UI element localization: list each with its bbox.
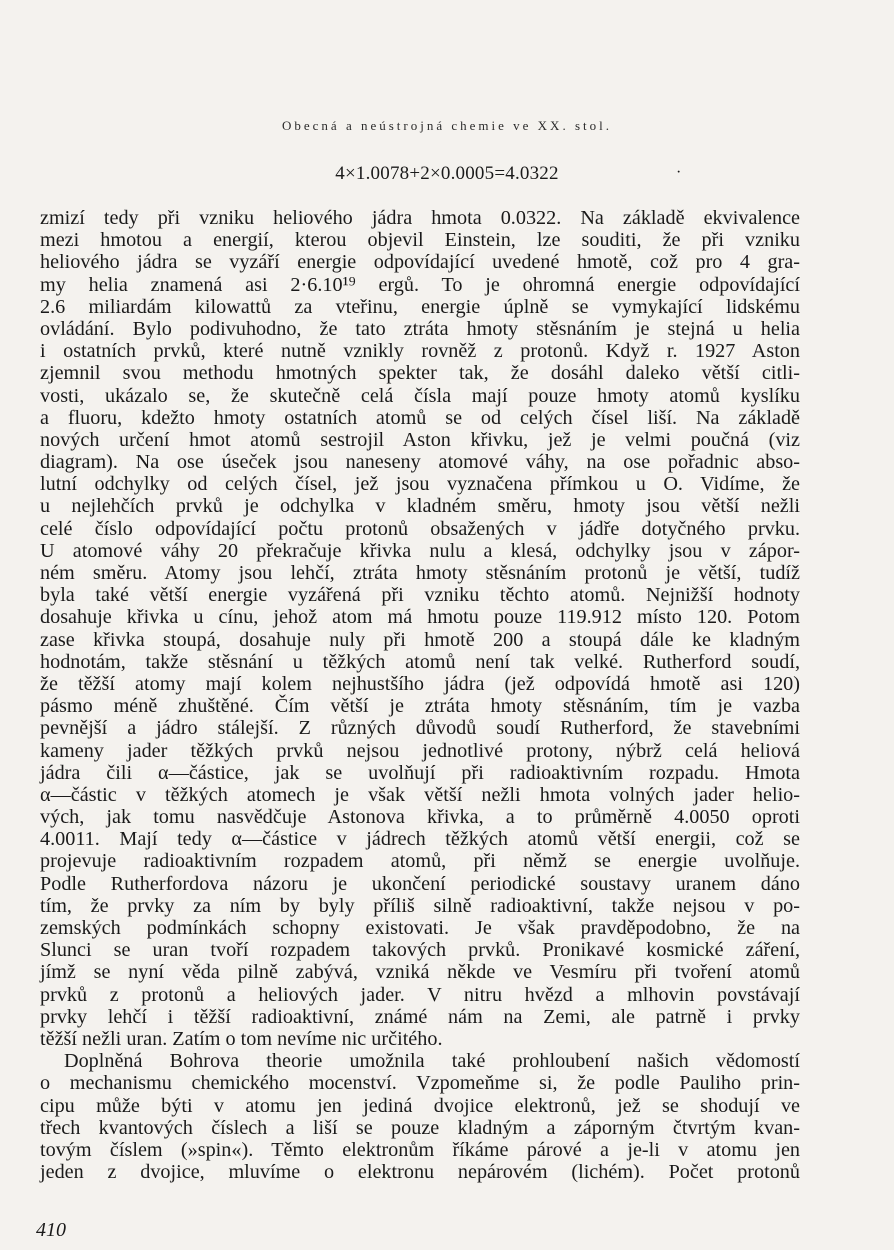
equation: 4×1.0078+2×0.0005=4.0322: [335, 163, 559, 184]
text-line: Slunci se uran tvoří rozpadem takových prvků. Pronikavé kosmické záření,: [40, 939, 800, 962]
text-line: u nejlehčích prvků je odchylka v kladném směru, hmoty jsou větší nežli: [40, 495, 800, 518]
text-line: jímž se nyní věda pilně zabývá, vzniká někde ve Vesmíru při tvoření atomů: [40, 961, 800, 984]
page-number: 410: [36, 1219, 66, 1241]
text-line: hodnotám, takže stěsnání u těžkých atomů není tak velké. Rutherford soudí,: [40, 650, 800, 673]
text-line: i ostatních prvků, které nutně vznikly rovněž z protonů. Když r. 1927 Aston: [40, 340, 800, 363]
text-line: tím, že prvky za ním by byly příliš silně radioaktivní, takže nejsou v po-: [40, 894, 800, 917]
text-line: zjemnil svou methodu hmotných spekter tak, že dosáhl daleko větší citli-: [40, 362, 800, 385]
text-line: Podle Rutherfordova názoru je ukončení periodické soustavy uranem dáno: [40, 872, 800, 895]
text-line: vosti, ukázalo se, že skutečně celá čísla mají pouze hmoty atomů kyslíku: [40, 384, 800, 407]
text-line: 4.0011. Mají tedy α—částice v jádrech těžkých atomů větší energii, což se: [40, 828, 800, 851]
text-line: ném směru. Atomy jsou lehčí, ztráta hmoty stěsnáním protonů je větší, tudíž: [40, 562, 800, 584]
text-line: diagram). Na ose úseček jsou naneseny atomové váhy, na ose pořadnic abso-: [40, 451, 800, 474]
running-head: Obecná a neústrojná chemie ve XX. stol.: [282, 118, 612, 133]
text-line: celé číslo odpovídající počtu protonů obsažených v jádře dotyčného prvku.: [40, 517, 800, 540]
text-line: Doplněná Bohrova theorie umožnila také prohloubení našich vědomostí: [64, 1050, 800, 1073]
text-line: mezi hmotou a energií, kterou objevil Einstein, lze souditi, že při vzniku: [40, 229, 800, 252]
text-line: o mechanismu chemického mocenství. Vzpomeňme si, že podle Pauliho prin-: [40, 1072, 800, 1095]
text-line: vých, jak tomu nasvědčuje Astonova křivka, a to průměrně 4.0050 oproti: [40, 806, 800, 829]
text-line: jeden z dvojice, mluvíme o elektronu nepárovém (lichém). Počet protonů: [40, 1161, 800, 1184]
text-line: α—částic v těžkých atomech je však větší nežli hmota volných jader helio-: [40, 783, 800, 806]
text-line: nových určení hmot atomů sestrojil Aston křivku, jež je velmi poučná (viz: [40, 428, 800, 451]
text-line: třech kvantových číslech a liší se pouze kladným a záporným čtvrtým kvan-: [40, 1116, 800, 1139]
text-line: heliového jádra se vyzáří energie odpovídající uvedené hmotě, což pro 4 gra-: [40, 251, 800, 274]
text-line: 2.6 miliardám kilowattů za vteřinu, energie úplně se vymykající lidskému: [40, 295, 800, 318]
text-line: projevuje radioaktivním rozpadem atomů, při němž se energie uvolňuje.: [40, 850, 800, 873]
text-line: těžší nežli uran. Zatím o tom nevíme nic určitého.: [40, 1027, 443, 1050]
text-line: tovým číslem (»spin«). Těmto elektronům říkáme párové a je-li v atomu jen: [40, 1138, 800, 1161]
text-line: my helia znamená asi 2·6.10¹⁹ ergů. To je ohromná energie odpovídající: [40, 273, 800, 296]
text-line: pevnější a jádro stálejší. Z různých důvodů soudí Rutherford, že stavebními: [40, 717, 800, 740]
text-line: a fluoru, kdežto hmoty ostatních atomů se od celých čísel liší. Na základě: [40, 406, 800, 429]
text-line: ovládání. Bylo podivuhodno, že tato ztráta hmoty stěsnáním je stejná u helia: [40, 317, 800, 340]
text-line: lutní odchylky od celých čísel, jež jsou vyznačena přímkou u O. Vidíme, že: [40, 473, 800, 496]
text-line: byla také větší energie vyzářená při vzniku těchto atomů. Nejnižší hodnoty: [40, 584, 800, 607]
text-line: kameny jader těžkých prvků nejsou jednotlivé protony, nýbrž celá heliová: [40, 739, 800, 762]
body-text: [40, 207, 800, 1183]
text-line: cipu může býti v atomu jen jediná dvojice elektronů, jež se shodují ve: [40, 1094, 800, 1117]
text-line: dosahuje křivka u cínu, jehož atom má hmotu pouze 119.912 místo 120. Potom: [40, 606, 800, 629]
text-line: zmizí tedy při vzniku heliového jádra hmota 0.0322. Na základě ekvivalence: [40, 207, 800, 229]
text-line: jádra čili α—částice, jak se uvolňují při radioaktivním rozpadu. Hmota: [40, 761, 800, 784]
text-line: zase křivka stoupá, dosahuje nuly při hmotě 200 a stoupá dále ke kladným: [40, 628, 800, 651]
text-line: pásmo méně zhuštěné. Čím větší je ztráta hmoty stěsnáním, tím je vazba: [40, 695, 800, 718]
text-line: U atomové váhy 20 překračuje křivka nulu a klesá, odchylky jsou v zápor-: [40, 539, 800, 562]
equation-mark: ·: [676, 164, 682, 181]
text-line: prvků z protonů a heliových jader. V nitru hvězd a mlhovin povstávají: [40, 983, 800, 1006]
text-line: že těžší atomy mají kolem nejhustšího jádra (jež odpovídá hmotě asi 120): [40, 672, 800, 695]
text-line: zemských podmínkách schopny existovati. Je však pravděpodobno, že na: [40, 917, 800, 939]
text-line: prvky lehčí i těžší radioaktivní, známé nám na Zemi, ale patrně i prvky: [40, 1005, 800, 1028]
